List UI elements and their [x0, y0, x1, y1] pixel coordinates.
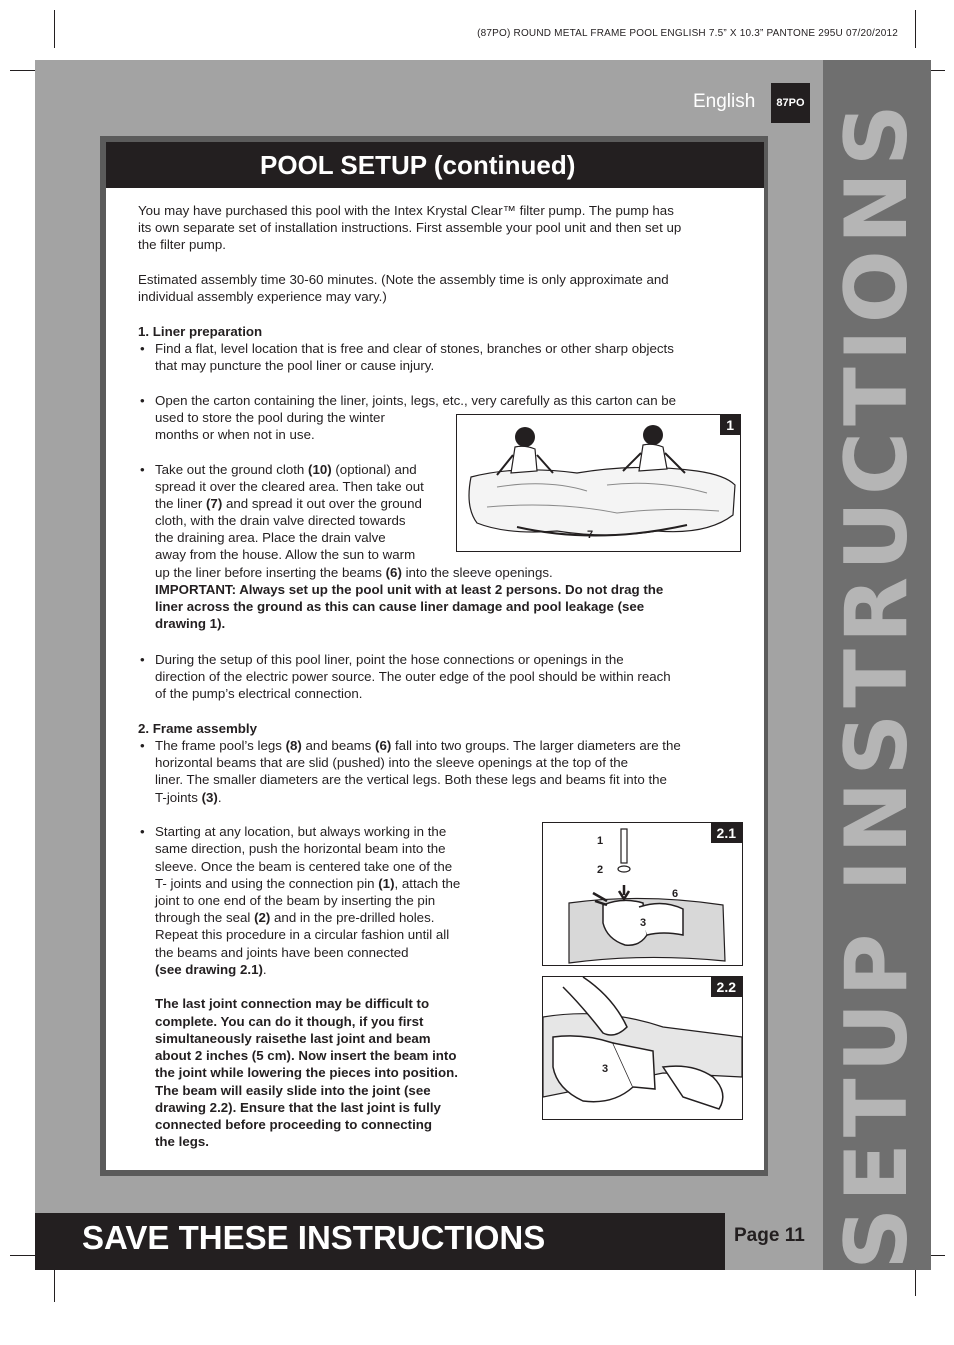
text-line: through the seal (2) and in the pre-drilled holes.: [155, 910, 435, 925]
text-line: spread it over the cleared area. Then take out: [155, 479, 424, 494]
text-line: up the liner before inserting the beams (6) into the sleeve openings.: [155, 565, 553, 580]
last-joint-line: drawing 2.2). Ensure that the last joint is fully: [155, 1100, 441, 1115]
section-heading: 2. Frame assembly: [138, 721, 258, 736]
text-line: During the setup of this pool liner, point the hose connections or openings in the: [155, 652, 624, 667]
bullet-icon: •: [140, 824, 145, 839]
text-line: away from the house. Allow the sun to warm: [155, 547, 416, 562]
intro-line: the filter pump.: [138, 237, 226, 252]
intro-line: You may have purchased this pool with the Intex Krystal Clear™ filter pump. The pump has: [138, 203, 674, 218]
last-joint-line: the joint while lowering the pieces into position.: [155, 1065, 458, 1080]
text-line: Find a flat, level location that is free and clear of stones, branches or other sharp objects: [155, 341, 674, 356]
panel-title: POOL SETUP (continued): [260, 150, 576, 180]
bullet-icon: •: [140, 652, 145, 667]
text-line: cloth, with the drain valve directed towards: [155, 513, 406, 528]
part-label: 1: [597, 835, 604, 847]
crop-mark: [10, 1255, 36, 1256]
text-line: same direction, push the horizontal beam into the: [155, 841, 446, 856]
crop-mark: [54, 1270, 55, 1302]
text-line: Repeat this procedure in a circular fashion until all: [155, 927, 450, 942]
crop-mark: [54, 10, 55, 48]
bullet-icon: •: [140, 341, 145, 356]
intro-line: its own separate set of installation instructions. First assemble your pool unit and then set up: [138, 220, 682, 235]
section-heading: 1. Liner preparation: [138, 324, 263, 339]
text-line: liner. The smaller diameters are the vertical legs. Both these legs and beams fit into the: [155, 772, 667, 787]
part-label: 3: [602, 1063, 609, 1075]
text-line: months or when not in use.: [155, 427, 315, 442]
estimate-line: individual assembly experience may vary.): [138, 289, 387, 304]
panel-title-bar: [106, 142, 764, 188]
text-line: T- joints and using the connection pin (1), attach the: [155, 876, 461, 891]
last-joint-line: about 2 inches (5 cm). Now insert the beam into: [155, 1048, 457, 1063]
text-line: that may puncture the pool liner or cause injury.: [155, 358, 435, 373]
text-line: direction of the electric power source. The outer edge of the pool should be within reach: [155, 669, 671, 684]
liner-illustration: [457, 415, 740, 551]
figure-number: 2.1: [711, 823, 742, 843]
print-info: (87PO) ROUND METAL FRAME POOL ENGLISH 7.5” X 10.3” PANTONE 295U 07/20/2012: [477, 28, 898, 39]
last-joint-line: The last joint connection may be difficult to: [155, 996, 430, 1011]
figure-1: [456, 414, 741, 552]
last-joint-line: the legs.: [155, 1134, 209, 1149]
page-number-box: [725, 1213, 823, 1270]
text-line: used to store the pool during the winter: [155, 410, 385, 425]
text-line: The frame pool’s legs (8) and beams (6) fall into two groups. The larger diameters are the: [155, 738, 681, 753]
last-joint-line: complete. You can do it though, if you first: [155, 1014, 424, 1029]
figure-number: 1: [720, 415, 740, 435]
important-line: drawing 1).: [155, 616, 226, 631]
crop-mark: [915, 1270, 916, 1296]
last-joint-line: connected before proceeding to connecting: [155, 1117, 433, 1132]
text-line: the draining area. Place the drain valve: [155, 530, 386, 545]
part-label: 2: [597, 864, 604, 876]
crop-mark: [931, 1255, 945, 1256]
bullet-icon: •: [140, 462, 145, 477]
code-badge: 87PO: [771, 83, 810, 123]
save-instructions-title: SAVE THESE INSTRUCTIONS: [82, 1219, 546, 1256]
text-line: Open the carton containing the liner, joints, legs, etc., very carefully as this carton can be: [155, 393, 677, 408]
crop-mark: [931, 70, 945, 71]
side-title: SETUP INSTRUCTIONS: [827, 98, 927, 1270]
footer-bar: [35, 1213, 725, 1270]
last-joint-line: The beam will easily slide into the joint (see: [155, 1083, 431, 1098]
t-joint-illustration: [543, 823, 742, 965]
important-line: IMPORTANT: Always set up the pool unit with at least 2 persons. Do not drag the: [155, 582, 664, 597]
text-line: horizontal beams that are slid (pushed) into the sleeve openings at the top of the: [155, 755, 629, 770]
crop-mark: [915, 10, 916, 48]
text-line: of the pump’s electrical connection.: [155, 686, 363, 701]
side-strip: [823, 60, 931, 1270]
figure-number: 2.2: [711, 977, 742, 997]
language-label: English: [693, 91, 756, 112]
text-line: Take out the ground cloth (10) (optional) and: [155, 462, 417, 477]
crop-mark: [10, 70, 36, 71]
bullet-icon: •: [140, 738, 145, 753]
last-joint-illustration: [543, 977, 742, 1119]
text-line: sleeve. Once the beam is centered take one of the: [155, 859, 453, 874]
last-joint-line: simultaneously raisethe last joint and beam: [155, 1031, 431, 1046]
part-label: 6: [672, 888, 679, 900]
text-line: (see drawing 2.1).: [155, 962, 267, 977]
text-line: the liner (7) and spread it out over the ground: [155, 496, 422, 511]
figure-2-2: [542, 976, 743, 1120]
part-label: 7: [587, 529, 594, 541]
text-line: joint to one end of the beam by inserting the pin: [155, 893, 436, 908]
page-number: Page 11: [734, 1225, 805, 1246]
important-line: liner across the ground as this can cause liner damage and pool leakage (see: [155, 599, 645, 614]
text-line: Starting at any location, but always working in the: [155, 824, 447, 839]
text-line: the beams and joints have been connected: [155, 945, 409, 960]
bullet-icon: •: [140, 393, 145, 408]
estimate-line: Estimated assembly time 30-60 minutes. (Note the assembly time is only approximate and: [138, 272, 669, 287]
part-label: 3: [640, 917, 647, 929]
figure-2-1: [542, 822, 743, 966]
text-line: T-joints (3).: [155, 790, 222, 805]
